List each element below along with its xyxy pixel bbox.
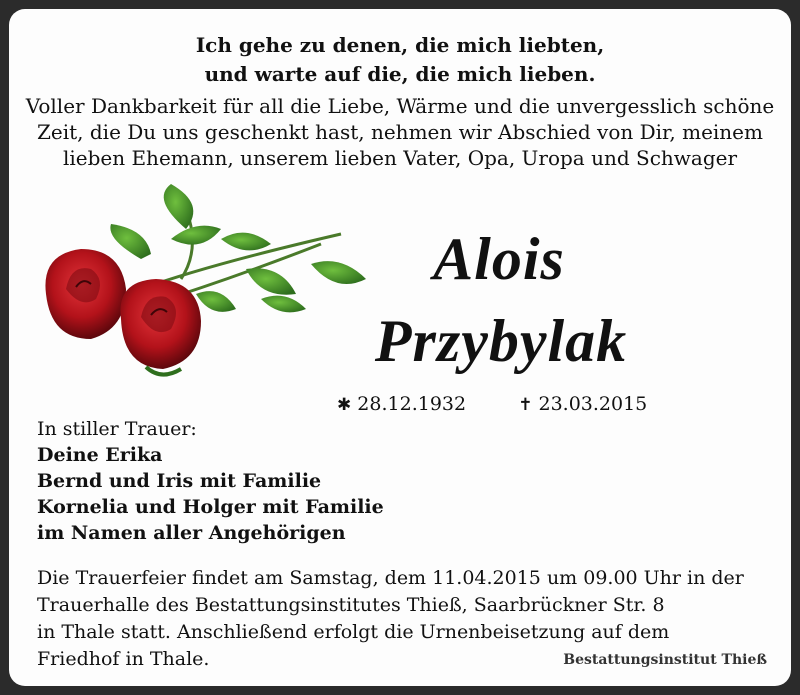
mourner-name: im Namen aller Angehörigen: [37, 522, 346, 544]
mourner-name: Deine Erika: [37, 444, 163, 466]
intro-line-2: Zeit, die Du uns geschenkt hast, nehmen wir Abschied von Dir, meinem: [37, 120, 763, 144]
death-date: 23.03.2015: [538, 393, 648, 415]
motto: [9, 31, 791, 89]
funeral-home-credit: Bestattungsinstitut Thieß: [563, 652, 767, 668]
death-cross-icon: ✝: [518, 395, 533, 415]
rose-left: [45, 249, 126, 339]
first-name: Alois: [433, 226, 565, 292]
mourners-block: [37, 416, 384, 546]
funeral-line-2: Trauerhalle des Bestattungsinstitutes Thieß, Saarbrückner Str. 8: [37, 594, 665, 616]
funeral-line-1: Die Trauerfeier findet am Samstag, dem 11.04.2015 um 09.00 Uhr in der: [37, 567, 744, 589]
intro-line-1: Voller Dankbarkeit für all die Liebe, Wärme und die unvergesslich schöne: [25, 94, 775, 118]
last-name: Przybylak: [374, 308, 628, 374]
mourner-name: Bernd und Iris mit Familie: [37, 470, 322, 492]
motto-line-1: Ich gehe zu denen, die mich liebten,: [195, 33, 605, 57]
obituary-card: [9, 9, 791, 686]
life-dates: [337, 391, 647, 418]
motto-line-2: und warte auf die, die mich lieben.: [204, 62, 596, 86]
funeral-line-4: Friedhof in Thale.: [37, 648, 210, 670]
intro-line-3: lieben Ehemann, unserem lieben Vater, Opa, Uropa und Schwager: [62, 146, 738, 170]
rose-right: [120, 279, 201, 375]
birth-star-icon: ✱: [337, 395, 352, 415]
mourners-heading: In stiller Trauer:: [37, 418, 197, 440]
mourner-name: Kornelia und Holger mit Familie: [37, 496, 384, 518]
intro-text: [9, 93, 791, 171]
funeral-line-3: in Thale statt. Anschließend erfolgt die Urnenbeisetzung auf dem: [37, 621, 670, 643]
birth-date: 28.12.1932: [357, 393, 467, 415]
